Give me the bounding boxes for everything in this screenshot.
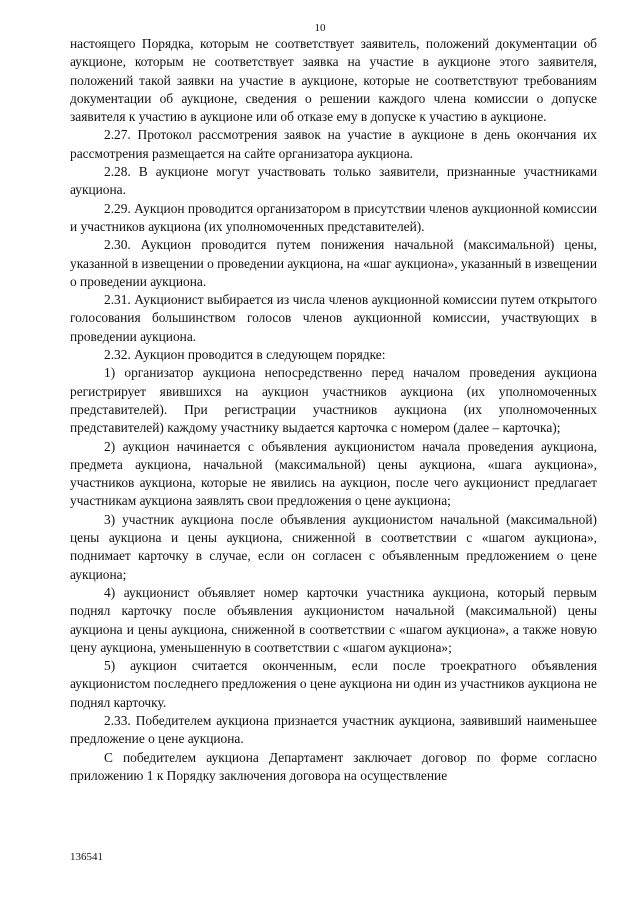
list-item-5: 5) аукцион считается оконченным, если после троекратного объявления аукционистом последнего предложения о цене аукциона ни один из участников аукциона не поднял карточку. bbox=[70, 658, 597, 710]
paragraph-2-27: 2.27. Протокол рассмотрения заявок на участие в аукционе в день окончания их рассмотрения размещается на сайте организатора аукциона. bbox=[70, 127, 597, 161]
paragraph-continuation: настоящего Порядка, которым не соответствует заявитель, положений документации об аукционе, которым не соответствует заявка на участие в аукционе этого заявителя, положений такой заявки на участие в аукционе, которые не соответствуют требованиям документации об аукционе, сведения о решении каждого члена комиссии о допуске заявителя к участию в аукционе или об отказе ему в допуске к участию в аукционе. bbox=[70, 36, 597, 125]
list-item-1: 1) организатор аукциона непосредственно перед началом проведения аукциона регистрирует явившихся на аукцион участников аукциона (их уполномоченных представителей). При регистрации участников аукциона (их уполномоченных представителей) каждому участнику выдается карточка с номером (далее – карточка); bbox=[70, 365, 597, 436]
paragraph-2-31: 2.31. Аукционист выбирается из числа членов аукционной комиссии путем открытого голосования большинством голосов членов аукционной комиссии, участвующих в проведении аукциона. bbox=[70, 292, 597, 344]
list-item-3: 3) участник аукциона после объявления аукционистом начальной (максимальной) цены аукциона и цены аукциона, сниженной в соответствии с «шагом аукциона», поднимает карточку в случае, если он согласен с объявленным предложением о цене аукциона; bbox=[70, 511, 597, 582]
list-item-4: 4) аукционист объявляет номер карточки участника аукциона, который первым поднял карточку после объявления аукционистом начальной (максимальной) цены аукциона и цены аукциона, сниженной в соответствии с «шагом аукциона», а также новую цену аукциона, уменьшенную в соответствии с «шагом аукциона»; bbox=[70, 584, 597, 655]
paragraph-2-28: 2.28. В аукционе могут участвовать только заявители, признанные участниками аукциона. bbox=[70, 164, 597, 198]
document-code: 136541 bbox=[70, 851, 103, 863]
paragraph-2-30: 2.30. Аукцион проводится путем понижения начальной (максимальной) цены, указанной в извещении о проведении аукциона, на «шаг аукциона», указанный в извещении о проведении аукциона. bbox=[70, 237, 597, 289]
paragraph-2-33: 2.33. Победителем аукциона признается участник аукциона, заявивший наименьшее предложение о цене аукциона. bbox=[70, 712, 597, 747]
document-body bbox=[70, 35, 597, 785]
paragraph-2-29: 2.29. Аукцион проводится организатором в присутствии членов аукционной комиссии и участников аукциона (их уполномоченных представителей). bbox=[70, 200, 597, 234]
paragraph-contract: С победителем аукциона Департамент заключает договор по форме согласно приложению 1 к Порядку заключения договора на осуществление bbox=[70, 749, 597, 783]
paragraph-2-32: 2.32. Аукцион проводится в следующем порядке: bbox=[104, 347, 386, 363]
list-item-2: 2) аукцион начинается с объявления аукционистом начала проведения аукциона, предмета аукциона, начальной (максимальной) цены аукциона, «шага аукциона», участников аукциона, которые не явились на аукцион, после чего аукционист предлагает участникам аукциона заявлять свои предложения о цене аукциона; bbox=[70, 438, 597, 509]
page-number: 10 bbox=[314, 22, 326, 34]
